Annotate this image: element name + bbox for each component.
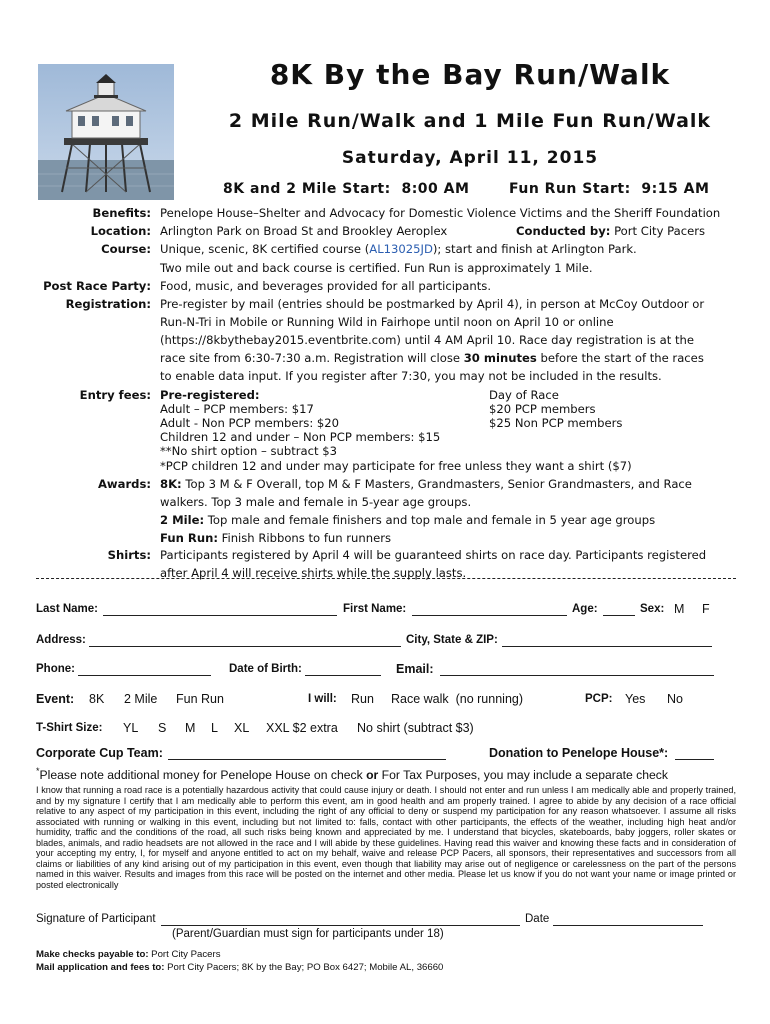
donation-label: Donation to Penelope House*: xyxy=(489,746,669,760)
last-name-label: Last Name: xyxy=(36,603,98,615)
awards-fun-run-label: Fun Run: xyxy=(160,531,218,545)
pcp-option-no[interactable]: No xyxy=(667,692,683,706)
conducted-by-text: Port City Pacers xyxy=(610,224,706,238)
signature-label: Signature of Participant xyxy=(36,913,156,925)
cut-line-divider xyxy=(36,578,736,579)
size-no-shirt[interactable]: No shirt (subtract $3) xyxy=(357,721,474,735)
start-time-8k: 8K and 2 Mile Start: 8:00 AM xyxy=(223,181,470,197)
registration-line-3: (https://8kbythebay2015.eventbrite.com) until 4 AM April 10. Race day registration is at the xyxy=(160,333,694,347)
fee-adult-non-pcp: Adult - Non PCP members: $20 xyxy=(160,416,340,430)
conducted-by xyxy=(516,224,705,238)
i-will-label: I will: xyxy=(308,693,337,705)
t-shirt-size-label: T-Shirt Size: xyxy=(36,722,103,734)
guardian-note: (Parent/Guardian must sign for participants under 18) xyxy=(172,928,444,940)
signature-date-field[interactable] xyxy=(553,925,703,926)
email-label: Email: xyxy=(396,662,434,676)
checks-payable xyxy=(36,949,221,960)
awards-8k-text: Top 3 M & F Overall, top M & F Masters, Grandmasters, Senior Grandmasters, and Race xyxy=(181,477,692,491)
conducted-by-label: Conducted by: xyxy=(516,224,611,238)
registration-line-4a: race site from 6:30-7:30 a.m. Registration will close xyxy=(160,351,464,365)
awards-2-mile-label: 2 Mile: xyxy=(160,513,205,527)
awards-8k-label: 8K: xyxy=(160,477,182,491)
age-label: Age: xyxy=(572,603,598,615)
corporate-cup-team-field[interactable] xyxy=(168,759,446,760)
option-run[interactable]: Run xyxy=(351,692,374,706)
city-state-zip-field[interactable] xyxy=(502,646,712,647)
checks-payable-label: Make checks payable to: xyxy=(36,949,149,960)
signature-field[interactable] xyxy=(161,925,520,926)
awards-fun-run xyxy=(160,531,391,545)
event-option-fun-run[interactable]: Fun Run xyxy=(176,692,224,706)
shirts-line-1: Participants registered by April 4 will be guaranteed shirts on race day. Participants registered xyxy=(160,548,707,562)
fee-no-shirt: **No shirt option – subtract $3 xyxy=(160,444,338,458)
course-text-b: ); start and finish at Arlington Park. xyxy=(432,242,637,256)
course-text xyxy=(160,242,637,256)
note-asterisk: * xyxy=(36,766,40,776)
course-text-2: Two mile out and back course is certified. Fun Run is approximately 1 Mile. xyxy=(160,261,593,275)
registration-line-4c: before the start of the races xyxy=(536,351,704,365)
preregistered-heading: Pre-registered: xyxy=(160,388,260,402)
event-option-2-mile[interactable]: 2 Mile xyxy=(124,692,158,706)
signature-date-label: Date xyxy=(525,913,550,925)
course-code: AL13025JD xyxy=(369,242,433,256)
page-title: 8K By the Bay Run/Walk xyxy=(269,58,671,91)
lighthouse-image xyxy=(38,64,174,200)
registration-line-1: Pre-register by mail (entries should be postmarked by April 4), in person at McCoy Outdoor or xyxy=(160,297,705,311)
checks-payable-text: Port City Pacers xyxy=(148,949,221,960)
awards-2-mile xyxy=(160,513,655,527)
pcp-label: PCP: xyxy=(585,693,613,705)
awards-8k-line-2: walkers. Top 3 male and female in 5-year age groups. xyxy=(160,495,472,509)
day-of-non-pcp-fee: $25 Non PCP members xyxy=(489,416,623,430)
first-name-label: First Name: xyxy=(343,603,407,615)
awards-label: Awards: xyxy=(97,477,151,491)
option-race-walk[interactable]: Race walk (no running) xyxy=(391,692,524,706)
registration-line-2: Run-N-Tri in Mobile or Running Wild in Fairhope until noon on April 10 or online xyxy=(160,315,614,329)
liability-waiver: I know that running a road race is a potentially hazardous activity that could cause injury or death. I should not enter and run unless I am medically able and properly trained, and by my signature I certify that I am medically able to perform this event, am in good health and am properly trained. I agree to abide by any decision of a race official relative to any aspect of my participation in this event, including the right of any official to deny or suspend my participation for any reason whatsoever. I assume all risks associated with running or walking in this event, including but not limited to: falls, contact with other participants, the effects of the weather, including high heat and/or humidity, traffic and the conditions of the road, all such risks being known and appreciated by me. I understand that bicycles, skateboards, baby joggers, roller skates or blades, animals, and radio headsets are not allowed in the race and I will abide by these guidelines. Having read this waiver and knowing these facts and in consideration of your accepting my entry, I, for myself and anyone entitled to act on my behalf, waive and release PCP Pacers, all sponsors, their representatives and successors from all claims or liabilities of any kind arising out of my participation in this event, even though that liability may arise out of negligence or carelessness on the part of the persons named in this waiver. Results and images from this race will be posted on the internet and other media. Please let us know if you do not want your name or image printed or posted electronically xyxy=(36,785,736,890)
event-option-8k[interactable]: 8K xyxy=(89,692,105,706)
lighthouse-photo xyxy=(38,64,174,200)
date-of-birth-label: Date of Birth: xyxy=(229,663,302,675)
course-label: Course: xyxy=(101,242,151,256)
shirts-label: Shirts: xyxy=(107,548,151,562)
phone-field[interactable] xyxy=(78,675,211,676)
phone-label: Phone: xyxy=(36,663,75,675)
registration-close-time: 30 minutes xyxy=(463,351,537,365)
sex-option-m[interactable]: M xyxy=(674,602,685,616)
mail-application-label: Mail application and fees to: xyxy=(36,962,165,973)
day-of-pcp-fee: $20 PCP members xyxy=(489,402,596,416)
event-date: Saturday, April 11, 2015 xyxy=(341,148,599,168)
benefits-label: Benefits: xyxy=(92,206,151,220)
age-field[interactable] xyxy=(603,615,635,616)
post-race-party-label: Post Race Party: xyxy=(43,279,151,293)
benefits-text: Penelope House–Shelter and Advocacy for Domestic Violence Victims and the Sheriff Foundation xyxy=(160,206,721,220)
fee-adult-pcp: Adult – PCP members: $17 xyxy=(160,402,314,416)
mail-application xyxy=(36,962,443,973)
location-text: Arlington Park on Broad St and Brookley Aeroplex xyxy=(160,224,448,238)
donation-note xyxy=(36,766,668,782)
sex-option-f[interactable]: F xyxy=(702,602,710,616)
location-label: Location: xyxy=(90,224,151,238)
fee-children: Children 12 and under – Non PCP members: $15 xyxy=(160,430,441,444)
corporate-cup-team-label: Corporate Cup Team: xyxy=(36,746,163,760)
post-race-party-text: Food, music, and beverages provided for all participants. xyxy=(160,279,492,293)
size-s[interactable]: S xyxy=(158,721,167,735)
last-name-field[interactable] xyxy=(103,615,337,616)
size-l[interactable]: L xyxy=(211,721,218,735)
address-label: Address: xyxy=(36,634,86,646)
address-field[interactable] xyxy=(89,646,401,647)
registration-line-5: to enable data input. If you register after 7:30, you may not be included in the results. xyxy=(160,369,662,383)
size-xxl[interactable]: XXL $2 extra xyxy=(266,721,338,735)
fee-pcp-children: *PCP children 12 and under may participate for free unless they want a shirt ($7) xyxy=(160,459,632,473)
note-or: or xyxy=(366,768,379,783)
donation-field[interactable] xyxy=(675,759,714,760)
shirts-line-2: after April 4 will receive shirts while the supply lasts. xyxy=(160,566,467,580)
registration-label: Registration: xyxy=(65,297,151,311)
city-state-zip-label: City, State & ZIP: xyxy=(406,634,498,646)
awards-2-mile-text: Top male and female finishers and top male and female in 5 year age groups xyxy=(204,513,656,527)
course-text-a: Unique, scenic, 8K certified course ( xyxy=(160,242,370,256)
sex-label: Sex: xyxy=(640,603,665,615)
size-yl[interactable]: YL xyxy=(123,721,139,735)
note-text-b: For Tax Purposes, you may include a separate check xyxy=(378,768,668,783)
date-of-birth-field[interactable] xyxy=(305,675,381,676)
pcp-option-yes[interactable]: Yes xyxy=(625,692,646,706)
size-xl[interactable]: XL xyxy=(234,721,250,735)
email-field[interactable] xyxy=(440,675,714,676)
event-label: Event: xyxy=(36,692,75,706)
registration-line-4 xyxy=(160,351,704,365)
start-time-fun-run: Fun Run Start: 9:15 AM xyxy=(509,181,710,197)
day-of-race-heading: Day of Race xyxy=(489,388,559,402)
mail-application-text: Port City Pacers; 8K by the Bay; PO Box 6427; Mobile AL, 36660 xyxy=(164,962,444,973)
awards-fun-run-text: Finish Ribbons to fun runners xyxy=(217,531,392,545)
note-text-a: Please note additional money for Penelope House on check xyxy=(39,768,367,783)
size-m[interactable]: M xyxy=(185,721,196,735)
page-subtitle: 2 Mile Run/Walk and 1 Mile Fun Run/Walk xyxy=(228,110,712,132)
entry-fees-label: Entry fees: xyxy=(79,388,151,402)
first-name-field[interactable] xyxy=(412,615,567,616)
awards-8k xyxy=(160,477,692,491)
